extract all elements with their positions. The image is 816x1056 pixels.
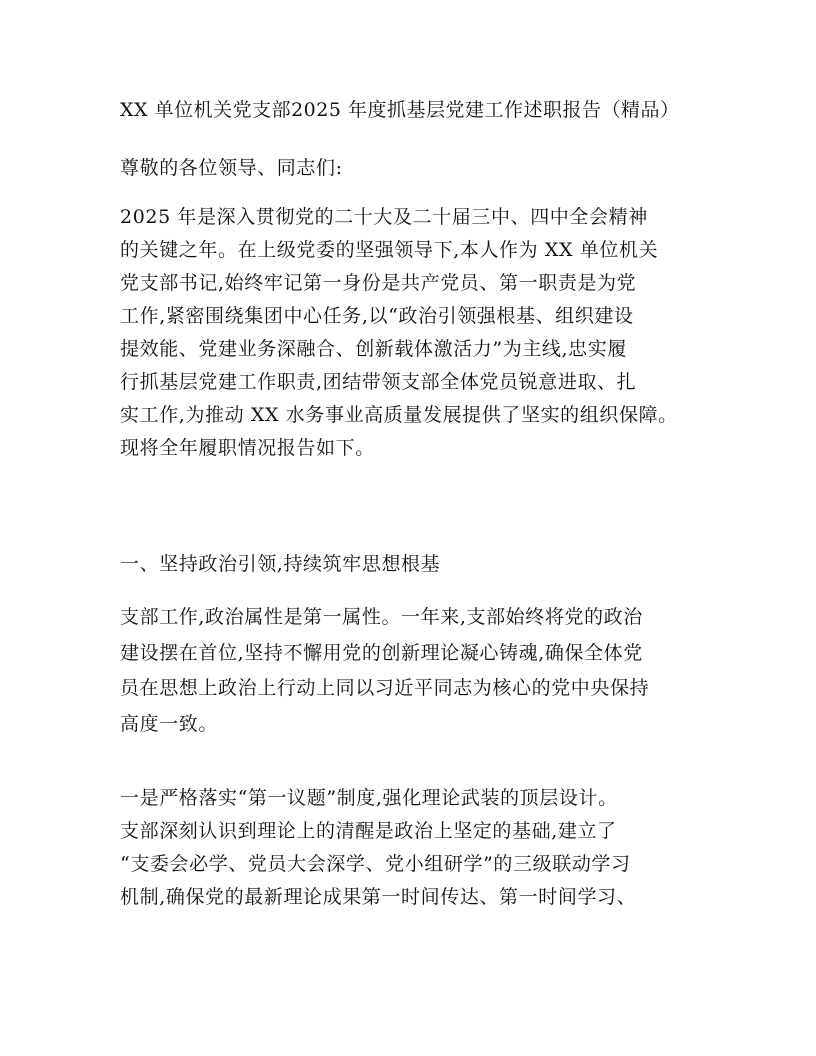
section-heading-text: 一、坚持政治引领,持续筑牢思想根基	[120, 553, 441, 575]
section-line: 建设摆在首位,坚持不懈用党的创新理论凝心铸魂,确保全体党	[120, 641, 643, 664]
point-paragraph	[120, 782, 720, 914]
salutation-text: 尊敬的各位领导、同志们:	[120, 157, 343, 179]
intro-line: 2025 年是深入贯彻党的二十大及二十届三中、四中全会精神	[120, 206, 648, 228]
intro-line: 现将全年履职情况报告如下。	[120, 437, 375, 459]
intro-line: 工作,紧密围绕集团中心任务,以“政治引领强根基、组织建设	[120, 305, 634, 327]
intro-line: 提效能、党建业务深融合、创新载体激活力”为主线,忠实履	[120, 338, 627, 360]
intro-line: 行抓基层党建工作职责,团结带领支部全体党员锐意进取、扎	[120, 371, 637, 393]
section-heading	[120, 546, 720, 582]
document-title: XX 单位机关党支部2025 年度抓基层党建工作述职报告（精品）	[120, 99, 680, 121]
section-line: 高度一致。	[120, 712, 219, 735]
intro-line: 党支部书记,始终牢记第一身份是共产党员、第一职责是为党	[120, 272, 637, 294]
intro-line: 的关键之年。在上级党委的坚强领导下,本人作为 XX 单位机关	[120, 239, 659, 261]
point-line: 机制,确保党的最新理论成果第一时间传达、第一时间学习、	[120, 886, 637, 908]
section-line: 支部工作,政治属性是第一属性。一年来,支部始终将党的政治	[120, 606, 643, 628]
point-line: “支委会必学、党员大会深学、党小组研学”的三级联动学习	[120, 853, 631, 875]
intro-paragraph	[120, 201, 720, 465]
point-line: 一是严格落实“第一议题”制度,强化理论武装的顶层设计。	[120, 787, 618, 809]
point-line: 支部深刻认识到理论上的清醒是政治上坚定的基础,建立了	[120, 820, 617, 842]
salutation	[120, 150, 720, 186]
section-line: 员在思想上政治上行动上同以习近平同志为核心的党中央保持	[120, 677, 650, 699]
section-paragraph	[120, 600, 720, 742]
intro-line: 实工作,为推动 XX 水务事业高质量发展提供了坚实的组织保障。	[120, 404, 678, 426]
